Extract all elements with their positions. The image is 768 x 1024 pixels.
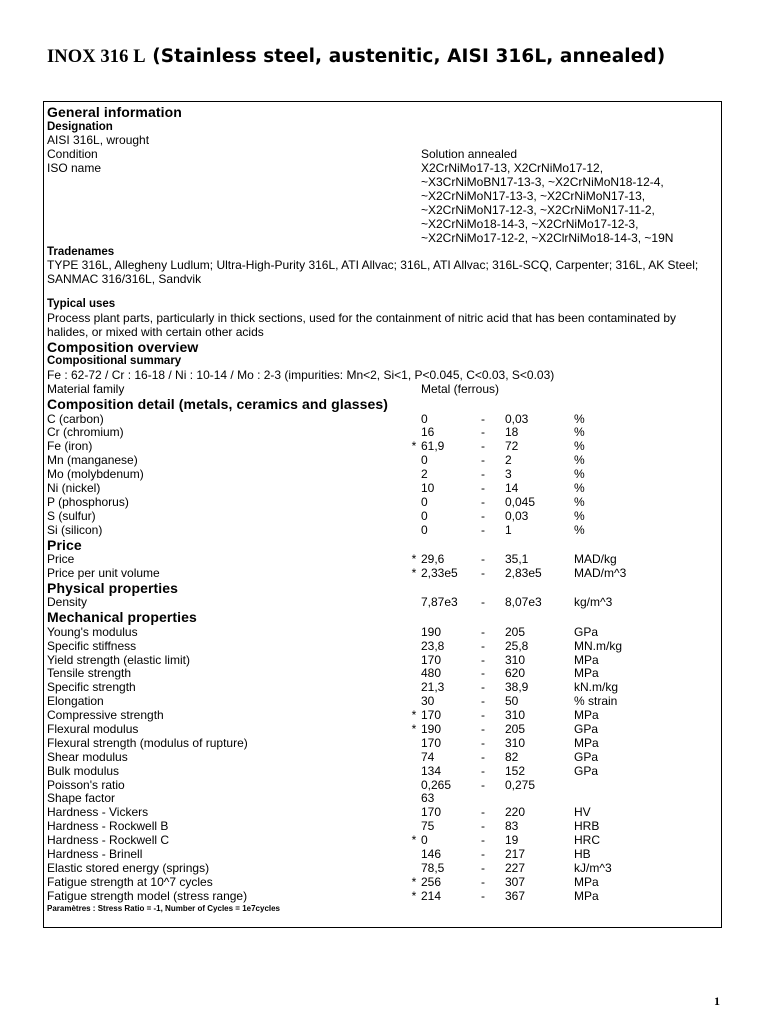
value-unit: HV xyxy=(574,805,591,820)
value-max: 8,07e3 xyxy=(505,595,542,610)
value-unit: HRB xyxy=(574,819,600,834)
value-min: 30 xyxy=(421,694,435,709)
property-name: Mo (molybdenum) xyxy=(47,467,144,482)
value-unit: % xyxy=(574,508,585,523)
value-min: 190 xyxy=(421,722,442,737)
value-min: 214 xyxy=(421,888,442,903)
property-row xyxy=(47,626,718,640)
property-name: Density xyxy=(47,595,88,610)
iso-name-line: X2CrNiMo17-13, X2CrNiMo17-12, xyxy=(421,161,604,176)
value-unit: MPa xyxy=(574,666,599,681)
value-max: 72 xyxy=(505,439,519,454)
value-min: 2 xyxy=(421,467,428,482)
value-min: 146 xyxy=(421,847,442,862)
value-unit: GPa xyxy=(574,722,599,737)
material-family-label: Material family xyxy=(47,382,125,397)
iso-name-row xyxy=(47,176,718,190)
property-row xyxy=(47,440,718,454)
value-max: 0,275 xyxy=(505,777,536,792)
title-material-code: INOX 316 L xyxy=(47,47,146,67)
value-unit: GPa xyxy=(574,749,599,764)
range-dash: - xyxy=(481,566,485,580)
estimate-marker: * xyxy=(411,439,417,454)
value-max: 35,1 xyxy=(505,552,529,567)
property-row xyxy=(47,681,718,695)
designation-label: Designation xyxy=(47,120,113,133)
section-heading-price: Price xyxy=(47,536,82,553)
range-dash: - xyxy=(481,595,485,610)
value-unit: % xyxy=(574,522,585,537)
iso-name-row xyxy=(47,190,718,204)
value-max: 0,045 xyxy=(505,494,536,509)
value-unit: GPa xyxy=(574,624,599,639)
property-row xyxy=(47,890,718,904)
iso-name-row xyxy=(47,232,718,246)
value-min: 170 xyxy=(421,805,442,820)
value-min: 21,3 xyxy=(421,680,445,695)
range-dash: - xyxy=(481,860,485,875)
value-min: 0 xyxy=(421,522,428,537)
range-dash: - xyxy=(481,819,485,834)
compositional-summary-text: Fe : 62-72 / Cr : 16-18 / Ni : 10-14 / Mo : 2-3 (impurities: Mn<2, Si<1, P<0.045, C<0.03, S<0.03) xyxy=(47,368,555,383)
value-unit: % xyxy=(574,453,585,468)
property-name: Young's modulus xyxy=(47,624,138,639)
property-row xyxy=(47,468,718,482)
range-dash: - xyxy=(481,722,485,737)
estimate-marker: * xyxy=(411,552,417,567)
range-dash: - xyxy=(481,847,485,862)
property-name: Shape factor xyxy=(47,791,116,806)
price-table xyxy=(47,553,718,581)
value-unit: % xyxy=(574,467,585,482)
range-dash: - xyxy=(481,425,485,440)
value-unit: % xyxy=(574,425,585,440)
range-dash: - xyxy=(481,749,485,764)
property-row xyxy=(47,792,718,806)
property-name: Tensile strength xyxy=(47,666,132,681)
condition-label: Condition xyxy=(47,147,98,162)
value-max: 310 xyxy=(505,652,526,667)
property-row xyxy=(47,806,718,820)
condition-value: Solution annealed xyxy=(421,147,518,162)
value-unit: MPa xyxy=(574,735,599,750)
condition-row xyxy=(47,148,718,162)
value-max: 367 xyxy=(505,888,526,903)
property-row xyxy=(47,709,718,723)
property-name: Mn (manganese) xyxy=(47,453,138,468)
value-max: 0,03 xyxy=(505,411,529,426)
range-dash: - xyxy=(481,805,485,820)
value-max: 205 xyxy=(505,722,526,737)
range-dash: - xyxy=(481,874,485,889)
property-row xyxy=(47,524,718,538)
section-heading-physical: Physical properties xyxy=(47,579,179,596)
property-row xyxy=(47,834,718,848)
material-family-value: Metal (ferrous) xyxy=(421,382,500,397)
range-dash: - xyxy=(481,652,485,667)
property-row xyxy=(47,695,718,709)
value-min: 75 xyxy=(421,819,435,834)
property-row xyxy=(47,413,718,427)
spacer xyxy=(47,287,718,298)
range-dash: - xyxy=(481,624,485,639)
property-row xyxy=(47,765,718,779)
property-name: Price per unit volume xyxy=(47,566,160,580)
estimate-marker: * xyxy=(411,833,417,848)
value-unit: MAD/m^3 xyxy=(574,566,627,580)
section-heading-general: General information xyxy=(47,104,182,120)
value-unit: % xyxy=(574,494,585,509)
typical-uses-text: Process plant parts, particularly in thick sections, used for the containment of nitric acid that has been contaminated by halides, or mixed with certain other acids xyxy=(47,311,676,340)
value-max: 2,83e5 xyxy=(505,566,542,580)
value-unit: % strain xyxy=(574,694,618,709)
typical-uses-label: Typical uses xyxy=(47,298,116,311)
compositional-summary-label: Compositional summary xyxy=(47,355,182,368)
property-row xyxy=(47,426,718,440)
property-row xyxy=(47,654,718,668)
property-name: Flexural strength (modulus of rupture) xyxy=(47,735,248,750)
property-name: Poisson's ratio xyxy=(47,777,125,792)
value-max: 18 xyxy=(505,425,519,440)
range-dash: - xyxy=(481,708,485,723)
section-heading-mechanical: Mechanical properties xyxy=(47,609,197,626)
estimate-marker: * xyxy=(411,888,417,903)
value-min: 256 xyxy=(421,874,442,889)
property-row xyxy=(47,567,718,581)
value-max: 38,9 xyxy=(505,680,529,695)
property-row xyxy=(47,667,718,681)
value-unit: HB xyxy=(574,847,591,862)
value-min: 190 xyxy=(421,624,442,639)
property-row xyxy=(47,820,718,834)
iso-name-line: ~X2CrNiMo17-12-2, ~X2ClrNiMo18-14-3, ~19N xyxy=(421,230,674,245)
value-max: 19 xyxy=(505,833,519,848)
property-name: Flexural modulus xyxy=(47,722,139,737)
property-name: Elongation xyxy=(47,694,104,709)
value-unit: % xyxy=(574,439,585,454)
composition-table xyxy=(47,413,718,538)
range-dash: - xyxy=(481,508,485,523)
value-unit: MPa xyxy=(574,652,599,667)
property-name: Cr (chromium) xyxy=(47,425,124,440)
material-family-row xyxy=(47,383,718,397)
property-name: P (phosphorus) xyxy=(47,494,129,509)
range-dash: - xyxy=(481,666,485,681)
range-dash: - xyxy=(481,494,485,509)
value-min: 78,5 xyxy=(421,860,445,875)
property-row xyxy=(47,640,718,654)
datasheet-box xyxy=(43,101,722,928)
value-min: 0 xyxy=(421,411,428,426)
value-unit: kN.m/kg xyxy=(574,680,619,695)
value-min: 170 xyxy=(421,652,442,667)
property-row xyxy=(47,751,718,765)
value-min: 2,33e5 xyxy=(421,566,458,580)
iso-name-line: ~X2CrNiMoN17-13-3, ~X2CrNiMoN17-13, xyxy=(421,188,646,203)
value-max: 25,8 xyxy=(505,638,529,653)
property-name: Price xyxy=(47,552,75,567)
range-dash: - xyxy=(481,453,485,468)
value-max: 2 xyxy=(505,453,512,468)
value-min: 23,8 xyxy=(421,638,445,653)
property-row xyxy=(47,876,718,890)
value-unit: MAD/kg xyxy=(574,552,617,567)
value-min: 10 xyxy=(421,481,435,496)
range-dash: - xyxy=(481,777,485,792)
range-dash: - xyxy=(481,763,485,778)
property-name: Fatigue strength at 10^7 cycles xyxy=(47,874,213,889)
property-name: Fatigue strength model (stress range) xyxy=(47,888,248,903)
property-name: Shear modulus xyxy=(47,749,128,764)
physical-table xyxy=(47,596,718,610)
property-name: Ni (nickel) xyxy=(47,481,101,496)
document-title xyxy=(47,45,665,68)
iso-name-label: ISO name xyxy=(47,161,102,176)
estimate-marker: * xyxy=(411,566,417,580)
value-min: 0 xyxy=(421,453,428,468)
property-row xyxy=(47,482,718,496)
value-max: 152 xyxy=(505,763,526,778)
value-unit: HRC xyxy=(574,833,600,848)
range-dash: - xyxy=(481,522,485,537)
range-dash: - xyxy=(481,833,485,848)
fatigue-parameters-footnote: Paramètres : Stress Ratio = -1, Number of Cycles = 1e7cycles xyxy=(47,903,281,913)
value-min: 0 xyxy=(421,833,428,848)
property-row xyxy=(47,737,718,751)
value-min: 74 xyxy=(421,749,435,764)
value-min: 63 xyxy=(421,791,435,806)
tradenames-label: Tradenames xyxy=(47,245,115,258)
property-row xyxy=(47,496,718,510)
range-dash: - xyxy=(481,638,485,653)
property-name: S (sulfur) xyxy=(47,508,96,523)
iso-name-row xyxy=(47,162,718,176)
value-min: 16 xyxy=(421,425,435,440)
property-row xyxy=(47,510,718,524)
value-max: 82 xyxy=(505,749,519,764)
section-heading-composition-detail: Composition detail (metals, ceramics and glasses) xyxy=(47,396,389,413)
page-number: 1 xyxy=(714,994,720,1008)
value-max: 3 xyxy=(505,467,512,482)
value-max: 217 xyxy=(505,847,526,862)
value-max: 0,03 xyxy=(505,508,529,523)
property-row xyxy=(47,553,718,567)
value-min: 170 xyxy=(421,735,442,750)
value-min: 0,265 xyxy=(421,777,452,792)
value-max: 1 xyxy=(505,522,512,537)
value-max: 220 xyxy=(505,805,526,820)
range-dash: - xyxy=(481,888,485,903)
property-name: Bulk modulus xyxy=(47,763,120,778)
range-dash: - xyxy=(481,552,485,567)
property-name: Hardness - Vickers xyxy=(47,805,149,820)
property-name: Elastic stored energy (springs) xyxy=(47,860,210,875)
property-name: Specific stiffness xyxy=(47,638,137,653)
value-max: 310 xyxy=(505,735,526,750)
range-dash: - xyxy=(481,467,485,482)
estimate-marker: * xyxy=(411,722,417,737)
value-unit: % xyxy=(574,411,585,426)
value-unit: kg/m^3 xyxy=(574,595,613,610)
value-unit: % xyxy=(574,481,585,496)
value-max: 620 xyxy=(505,666,526,681)
range-dash: - xyxy=(481,481,485,496)
property-name: Si (silicon) xyxy=(47,522,103,537)
range-dash: - xyxy=(481,680,485,695)
property-name: Hardness - Rockwell B xyxy=(47,819,169,834)
value-min: 170 xyxy=(421,708,442,723)
designation-value: AISI 316L, wrought xyxy=(47,133,150,148)
property-name: Yield strength (elastic limit) xyxy=(47,652,190,667)
property-name: Compressive strength xyxy=(47,708,164,723)
range-dash: - xyxy=(481,735,485,750)
datasheet-content xyxy=(47,105,718,914)
property-name: Fe (iron) xyxy=(47,439,93,454)
value-unit: MPa xyxy=(574,888,599,903)
iso-name-line: ~X2CrNiMo18-14-3, ~X2CrNiMo17-12-3, xyxy=(421,216,639,231)
tradenames-text: TYPE 316L, Allegheny Ludlum; Ultra-High-Purity 316L, ATI Allvac; 316L, ATI Allvac; 316L-SCQ, Carpenter; 316L, AK Steel; SANMAC 316/316L, Sandvik xyxy=(47,258,699,287)
estimate-marker: * xyxy=(411,874,417,889)
property-name: Hardness - Rockwell C xyxy=(47,833,170,848)
property-row xyxy=(47,862,718,876)
iso-name-row xyxy=(47,218,718,232)
value-max: 205 xyxy=(505,624,526,639)
range-dash: - xyxy=(481,439,485,454)
iso-name-line: ~X3CrNiMoBN17-13-3, ~X2CrNiMoN18-12-4, xyxy=(421,175,664,190)
value-min: 480 xyxy=(421,666,442,681)
mechanical-table xyxy=(47,626,718,904)
property-name: Hardness - Brinell xyxy=(47,847,143,862)
iso-name-row xyxy=(47,204,718,218)
estimate-marker: * xyxy=(411,708,417,723)
value-max: 310 xyxy=(505,708,526,723)
iso-name-line: ~X2CrNiMoN17-12-3, ~X2CrNiMoN17-11-2, xyxy=(421,202,655,217)
value-min: 0 xyxy=(421,494,428,509)
property-name: Specific strength xyxy=(47,680,136,695)
value-max: 14 xyxy=(505,481,519,496)
value-min: 134 xyxy=(421,763,442,778)
property-row xyxy=(47,596,718,610)
value-max: 83 xyxy=(505,819,519,834)
property-row xyxy=(47,779,718,793)
value-min: 61,9 xyxy=(421,439,445,454)
range-dash: - xyxy=(481,411,485,426)
value-unit: MN.m/kg xyxy=(574,638,622,653)
property-row xyxy=(47,454,718,468)
section-heading-composition-overview: Composition overview xyxy=(47,338,199,355)
value-unit: MPa xyxy=(574,708,599,723)
value-max: 50 xyxy=(505,694,519,709)
value-min: 7,87e3 xyxy=(421,595,458,610)
value-min: 0 xyxy=(421,508,428,523)
value-max: 307 xyxy=(505,874,526,889)
value-unit: MPa xyxy=(574,874,599,889)
range-dash: - xyxy=(481,694,485,709)
property-name: C (carbon) xyxy=(47,411,104,426)
property-row xyxy=(47,723,718,737)
title-material-description: (Stainless steel, austenitic, AISI 316L, annealed) xyxy=(145,46,666,67)
property-row xyxy=(47,848,718,862)
value-unit: GPa xyxy=(574,763,599,778)
value-unit: kJ/m^3 xyxy=(574,860,612,875)
value-max: 227 xyxy=(505,860,526,875)
value-min: 29,6 xyxy=(421,552,445,567)
